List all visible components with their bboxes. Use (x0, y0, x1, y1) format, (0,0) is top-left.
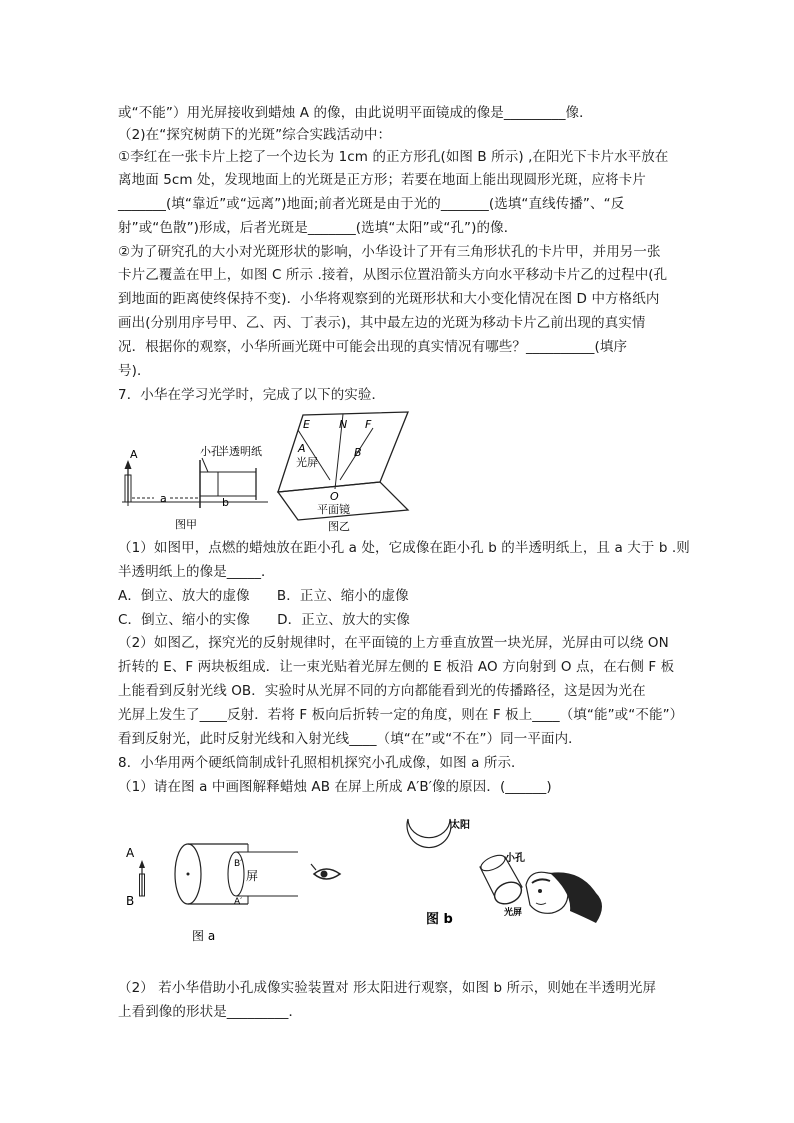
figure-jia (118, 410, 418, 535)
label-yi-B: B (354, 446, 362, 459)
text-line: _______(填“靠近”或“远离”)地面;前者光斑是由于光的_______(选填“直线传播”、“反 (118, 196, 625, 212)
label-yi-A: A (298, 442, 306, 455)
label-mirror: 平面镜 (317, 503, 350, 516)
label-a-Ap: A′ (234, 897, 243, 907)
label-screen: 光屏 (296, 456, 318, 469)
label-b: b (222, 496, 229, 509)
text-line: （1）如图甲，点燃的蜡烛放在距小孔 a 处，它成像在距小孔 b 的半透明纸上，且 a 大于 b .则 (118, 540, 690, 556)
text-line: ①李红在一张卡片上挖了一个边长为 1cm 的正方形孔(如图 B 所示) ,在阳光下卡片水平放在 (118, 149, 669, 165)
label-paper: 半透明纸 (218, 445, 262, 458)
text-line: ②为了研究孔的大小对光斑形状的影响，小华设计了开有三角形状孔的卡片甲，并用另一张 (118, 244, 661, 260)
label-a-screen: 屏 (246, 869, 259, 883)
question-8-heading: 8．小华用两个硬纸筒制成针孔照相机探究小孔成像，如图 a 所示． (118, 755, 525, 771)
text-line: 画出(分别用序号甲、乙、丙、丁表示)，其中最左边的光斑为移动卡片乙前出现的真实情 (118, 315, 646, 331)
caption-a: 图 a (192, 929, 216, 943)
label-N: N (339, 418, 348, 431)
text-line: 上能看到反射光线 OB．实验时从光屏不同的方向都能看到光的传播路径，这是因为光在 (118, 683, 646, 699)
label-b-screen: 光屏 (504, 908, 523, 918)
label-E: E (303, 418, 310, 431)
text-line: 到地面的距离使终保持不变)．小华将观察到的光斑形状和大小变化情况在图 D 中方格纸内 (118, 291, 660, 307)
option-line: C．倒立、缩小的实像 D．正立、放大的实像 (118, 612, 411, 628)
text-line: （1）请在图 a 中画图解释蜡烛 AB 在屏上所成 A′B′像的原因．(______) (118, 779, 552, 795)
label-a-B: B (126, 894, 135, 908)
text-line: 看到反射光，此时反射光线和入射光线____（填“在”或“不在”）同一平面内． (118, 731, 582, 747)
caption-yi: 图乙 (328, 520, 350, 533)
text-line: （2） 若小华借助小孔成像实验装置对 形太阳进行观察，如图 b 所示，则她在半透明光屏 (118, 980, 657, 996)
label-a: a (160, 492, 167, 505)
figure-b (400, 805, 615, 930)
text-line: 折转的 E、F 两块板组成．让一束光贴着光屏左侧的 E 板沿 AO 方向射到 O 点，在右侧 F 板 (118, 659, 675, 675)
text-line: 上看到像的形状是_________． (118, 1004, 303, 1020)
label-sun: 太阳 (450, 820, 470, 831)
text-line: 射”或“色散”)形成，后者光斑是_______(选填“太阳”或“孔”)的像． (118, 220, 518, 236)
label-a-Bp: B′ (234, 859, 243, 869)
label-a-A: A (126, 846, 135, 860)
label-A: A (130, 448, 138, 461)
label-F: F (365, 418, 372, 431)
text-line: 离地面 5cm 处，发现地面上的光斑是正方形；若要在地面上能出现圆形光斑，应将卡片 (118, 172, 646, 188)
text-line: 号)． (118, 363, 151, 379)
text-line: （2)在“探究树荫下的光斑”综合实践活动中： (118, 127, 392, 143)
figure-a (118, 830, 353, 945)
label-O: O (330, 490, 339, 503)
girl-illustration (526, 872, 602, 923)
option-line: A．倒立、放大的虚像 B．正立、缩小的虚像 (118, 588, 409, 604)
text-line: （2）如图乙，探究光的反射规律时，在平面镜的上方垂直放置一块光屏，光屏由可以绕 ON (118, 635, 669, 651)
label-hole: 小孔 (505, 853, 525, 864)
text-line: 况．根据你的观察，小华所画光斑中可能会出现的真实情况有哪些？__________(填序 (118, 339, 628, 355)
crescent-sun-icon (407, 819, 451, 848)
caption-b: 图 b (426, 912, 453, 927)
text-line: 卡片乙覆盖在甲上，如图 C 所示 .接着，从图示位置沿箭头方向水平移动卡片乙的过程中(孔 (118, 267, 668, 283)
question-7-heading: 7．小华在学习光学时，完成了以下的实验． (118, 387, 386, 403)
text-line: 或“不能”）用光屏接收到蜡烛 A 的像，由此说明平面镜成的像是_________像． (118, 105, 593, 121)
text-line: 半透明纸上的像是_____． (118, 564, 275, 580)
label-hole: 小孔 (200, 445, 222, 458)
caption-jia: 图甲 (175, 518, 197, 531)
text-line: 光屏上发生了____反射．若将 F 板向后折转一定的角度，则在 F 板上____（填“能”或“不能”） (118, 707, 684, 723)
